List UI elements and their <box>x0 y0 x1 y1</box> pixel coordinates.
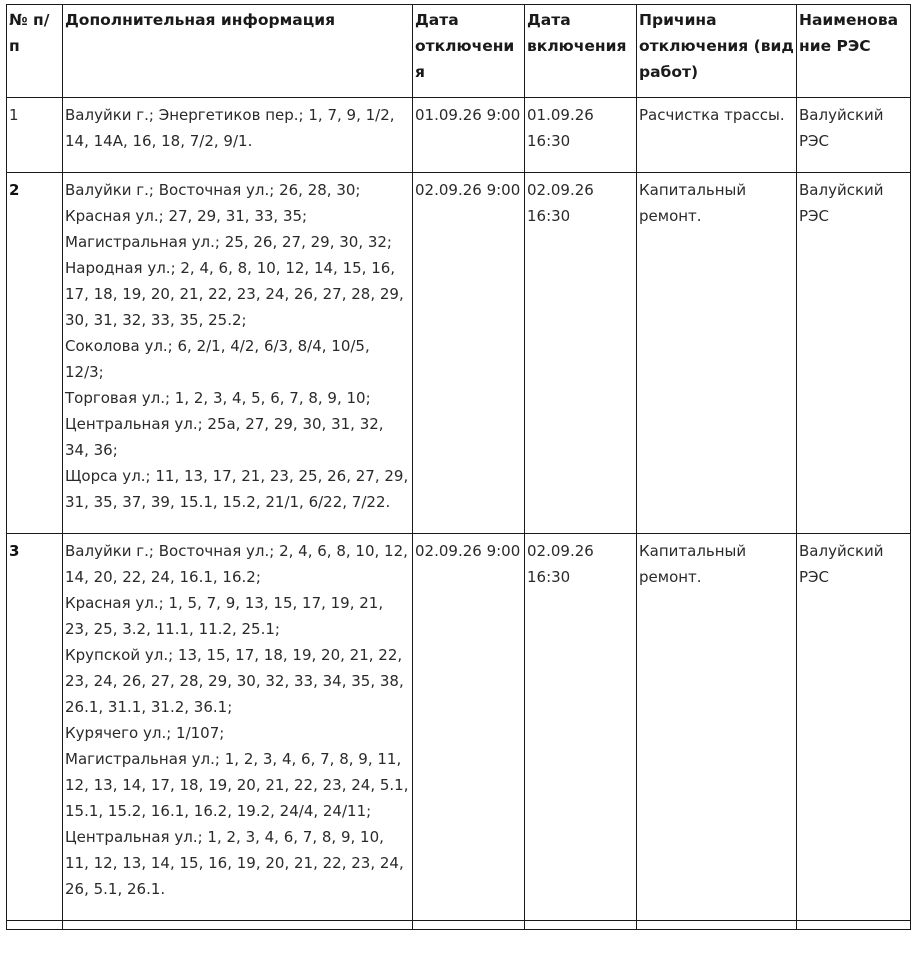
row-reason: Расчистка трассы. <box>637 98 797 173</box>
address-line: Красная ул.; 1, 5, 7, 9, 13, 15, 17, 19, 21, 23, 25, 3.2, 11.1, 11.2, 25.1; <box>65 594 384 638</box>
address-line: Центральная ул.; 1, 2, 3, 4, 6, 7, 8, 9, 10, 11, 12, 13, 14, 15, 16, 19, 20, 21, 22, 23, 24, 26, 5.1, 26.1. <box>65 828 404 898</box>
outage-schedule-table <box>6 4 911 930</box>
header-date-on: Дата включения <box>525 5 637 98</box>
row-number: 1 <box>7 98 63 173</box>
address-line: Соколова ул.; 6, 2/1, 4/2, 6/3, 8/4, 10/5, 12/3; <box>65 337 370 381</box>
row-number: 2 <box>7 173 63 534</box>
row-date-off: 02.09.26 9:00 <box>413 173 525 534</box>
row-date-off: 02.09.26 9:00 <box>413 534 525 921</box>
address-line: Валуйки г.; Восточная ул.; 2, 4, 6, 8, 10, 12, 14, 20, 22, 24, 16.1, 16.2; <box>65 542 408 586</box>
row-reason: Капитальный ремонт. <box>637 534 797 921</box>
row-date-on: 01.09.26 16:30 <box>525 98 637 173</box>
header-number: № п/п <box>7 5 63 98</box>
header-additional-info: Дополнительная информация <box>63 5 413 98</box>
header-row <box>7 5 911 98</box>
row-res-name: Валуйский РЭС <box>797 173 911 534</box>
header-reason: Причина отключения (вид работ) <box>637 5 797 98</box>
table-row <box>7 98 911 173</box>
address-line: Щорса ул.; 11, 13, 17, 21, 23, 25, 26, 27, 29, 31, 35, 37, 39, 15.1, 15.2, 21/1, 6/22, 7/22. <box>65 467 409 511</box>
address-line: Центральная ул.; 25а, 27, 29, 30, 31, 32, 34, 36; <box>65 415 384 459</box>
row-number <box>7 921 63 930</box>
row-number: 3 <box>7 534 63 921</box>
header-res-name: Наименование РЭС <box>797 5 911 98</box>
table-row-partial <box>7 921 911 930</box>
row-additional-info <box>63 173 413 534</box>
row-date-off: 01.09.26 9:00 <box>413 98 525 173</box>
row-date-on: 02.09.26 16:30 <box>525 173 637 534</box>
address-line: Валуйки г.; Восточная ул.; 26, 28, 30; <box>65 181 361 199</box>
row-reason: Капитальный ремонт. <box>637 173 797 534</box>
row-res-name <box>797 921 911 930</box>
row-additional-info <box>63 534 413 921</box>
row-additional-info <box>63 921 413 930</box>
row-res-name: Валуйский РЭС <box>797 534 911 921</box>
row-additional-info <box>63 98 413 173</box>
address-line: Красная ул.; 27, 29, 31, 33, 35; <box>65 207 308 225</box>
table-row <box>7 173 911 534</box>
address-line: Торговая ул.; 1, 2, 3, 4, 5, 6, 7, 8, 9, 10; <box>65 389 371 407</box>
row-date-off <box>413 921 525 930</box>
address-line: Народная ул.; 2, 4, 6, 8, 10, 12, 14, 15, 16, 17, 18, 19, 20, 21, 22, 23, 24, 26, 27, 28, 29, 30, 31, 32, 33, 35, 25.2; <box>65 259 404 329</box>
row-res-name: Валуйский РЭС <box>797 98 911 173</box>
table-row <box>7 534 911 921</box>
address-line: Курячего ул.; 1/107; <box>65 724 225 742</box>
header-date-off: Дата отключения <box>413 5 525 98</box>
row-reason <box>637 921 797 930</box>
address-line: Валуйки г.; Энергетиков пер.; 1, 7, 9, 1/2, 14, 14А, 16, 18, 7/2, 9/1. <box>65 106 395 150</box>
row-date-on: 02.09.26 16:30 <box>525 534 637 921</box>
address-line: Крупской ул.; 13, 15, 17, 18, 19, 20, 21, 22, 23, 24, 26, 27, 28, 29, 30, 32, 33, 34, 35, 38, 26.1, 31.1, 31.2, 36.1; <box>65 646 404 716</box>
address-line: Магистральная ул.; 25, 26, 27, 29, 30, 32; <box>65 233 392 251</box>
row-date-on <box>525 921 637 930</box>
address-line: Магистральная ул.; 1, 2, 3, 4, 6, 7, 8, 9, 11, 12, 13, 14, 17, 18, 19, 20, 21, 22, 23, 24, 5.1, 15.1, 15.2, 16.1, 16.2, 19.2, 24/4, 24/11; <box>65 750 409 820</box>
